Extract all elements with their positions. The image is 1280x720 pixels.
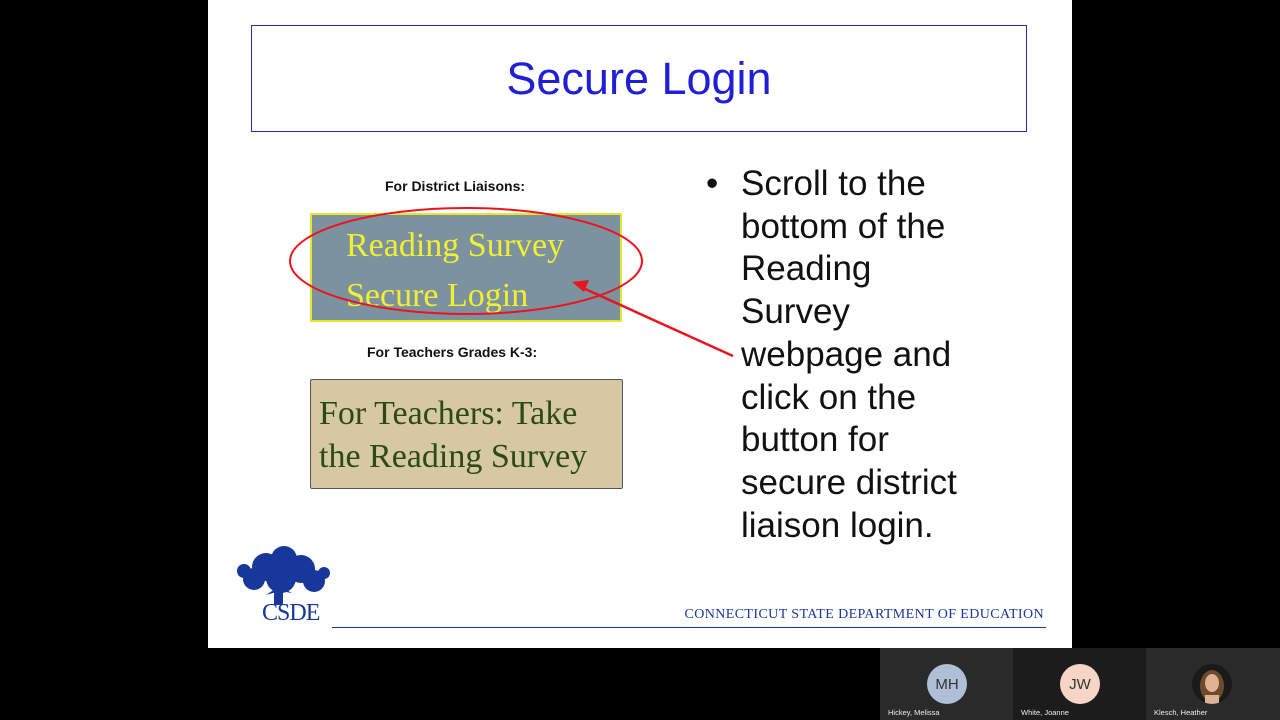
district-button-line-2: Secure Login <box>346 277 529 314</box>
district-button-line-1: Reading Survey <box>346 227 565 264</box>
participant-tile[interactable] <box>880 648 1013 720</box>
district-liaisons-label: For District Liaisons: <box>385 178 526 194</box>
avatar: MH <box>927 664 967 704</box>
teachers-label: For Teachers Grades K-3: <box>367 344 538 360</box>
annotation-arrow-line <box>583 288 733 356</box>
bullet-line: click on the <box>741 377 917 417</box>
slide-title: Secure Login <box>506 53 772 104</box>
bullet-line: webpage and <box>741 334 952 374</box>
avatar <box>1192 664 1232 704</box>
participant-strip <box>880 648 1280 720</box>
bullet-dot-icon: • <box>706 164 719 203</box>
bullet-line: Survey <box>741 292 850 332</box>
bullet-line: secure district <box>741 462 957 502</box>
footer-divider <box>332 627 1046 628</box>
participant-name: White, Joanne <box>1021 708 1069 717</box>
highlight-ellipse <box>290 208 642 314</box>
annotation-layer <box>208 0 1072 648</box>
participant-name: Klesch, Heather <box>1154 708 1208 717</box>
avatar: JW <box>1060 664 1100 704</box>
participant-tile[interactable] <box>1013 648 1146 720</box>
csde-logo-text: CSDE <box>262 600 320 626</box>
bullet-line: bottom of the <box>741 206 946 246</box>
presentation-slide <box>208 0 1072 648</box>
teacher-button-line-2: the Reading Survey <box>319 438 588 475</box>
participant-name: Hickey, Melissa <box>888 708 940 717</box>
bullet-line: button for <box>741 420 889 460</box>
participant-photo-icon <box>1192 664 1232 704</box>
teacher-button-line-1: For Teachers: Take <box>319 395 578 432</box>
participant-tile[interactable] <box>1146 648 1280 720</box>
footer-agency-name: CONNECTICUT STATE DEPARTMENT OF EDUCATION <box>684 607 1044 622</box>
bullet-line: Reading <box>741 249 872 289</box>
bullet-line: liaison login. <box>741 505 934 545</box>
bullet-line: Scroll to the <box>741 164 926 203</box>
